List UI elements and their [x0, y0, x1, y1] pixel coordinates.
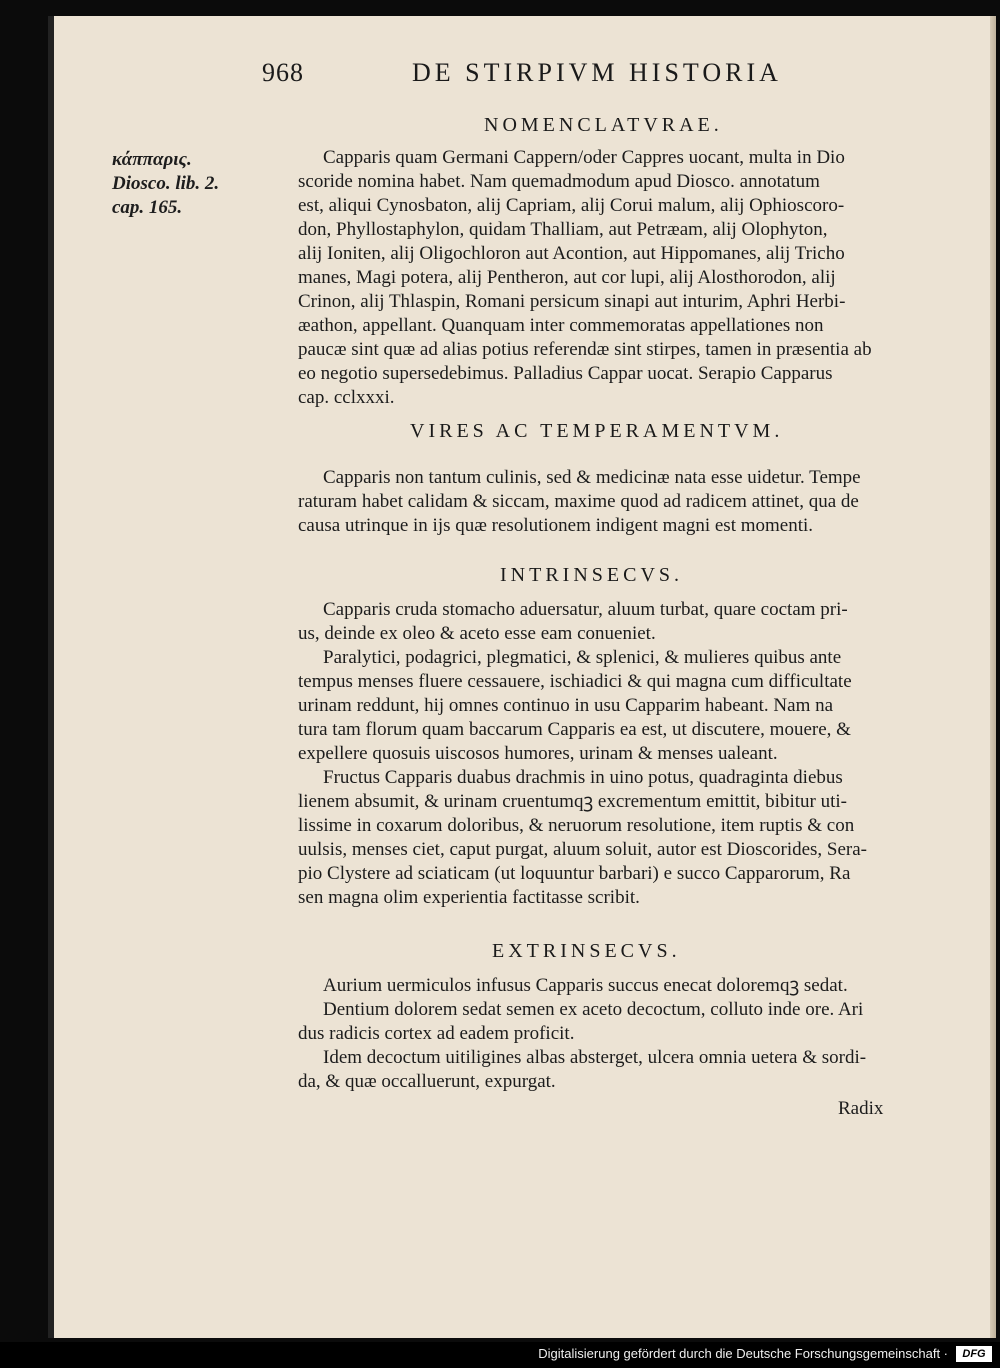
text-line: tempus menses fluere cessauere, ischiadici & qui magna cum difficultate — [298, 671, 852, 692]
text-line: pio Clystere ad sciaticam (ut loquuntur barbari) e succo Capparorum, Ra — [298, 863, 851, 884]
text-line: Fructus Capparis duabus drachmis in uino potus, quadraginta diebus — [323, 767, 843, 788]
section-heading-vires: VIRES AC TEMPERAMENTVM. — [410, 420, 784, 442]
catchword: Radix — [838, 1098, 884, 1119]
text-line: causa utrinque in ijs quæ resolutionem indigent magni est momenti. — [298, 515, 814, 536]
paragraph-extrinsecus-2 — [298, 998, 948, 1046]
dfg-logo: DFG — [956, 1346, 992, 1362]
digitization-footer — [0, 1342, 1000, 1368]
paragraph-intrinsecus-1 — [298, 598, 948, 646]
text-line: alij Ioniten, alij Oligochloron aut Acontion, aut Hippomanes, alij Tricho — [298, 243, 845, 264]
text-line: raturam habet calidam & siccam, maxime quod ad radicem attinet, qua de — [298, 491, 859, 512]
text-line: Capparis non tantum culinis, sed & medicinæ nata esse uidetur. Tempe — [323, 467, 861, 488]
page-number: 968 — [262, 58, 304, 87]
funding-credit: Digitalisierung gefördert durch die Deutsche Forschungsgemeinschaft · — [538, 1346, 948, 1361]
paragraph-extrinsecus-1 — [298, 974, 948, 998]
text-line: Dentium dolorem sedat semen ex aceto decoctum, colluto inde ore. Ari — [323, 999, 864, 1020]
margin-note — [112, 148, 262, 220]
text-line: expellere quosuis uiscosos humores, urinam & menses ualeant. — [298, 743, 778, 764]
text-line: Capparis cruda stomacho aduersatur, aluum turbat, quare coctam pri- — [323, 599, 848, 620]
text-line: scoride nomina habet. Nam quemadmodum apud Diosco. annotatum — [298, 171, 820, 192]
text-line: paucæ sint quæ ad alias potius referendæ sint stirpes, tamen in præsentia ab — [298, 339, 872, 360]
text-line: manes, Magi potera, alij Pentheron, aut cor lupi, alij Alosthorodon, alij — [298, 267, 836, 288]
text-line: Aurium uermiculos infusus Capparis succus enecat doloremqꝫ sedat. — [323, 975, 848, 996]
section-heading-extrinsecus: EXTRINSECVS. — [492, 940, 681, 962]
text-line: lienem absumit, & urinam cruentumqꝫ excrementum emittit, bibitur uti- — [298, 791, 847, 812]
text-line: Idem decoctum uitiligines albas absterget, ulcera omnia uetera & sordi- — [323, 1047, 867, 1068]
text-line: uulsis, menses ciet, caput purgat, aluum soluit, autor est Dioscorides, Sera- — [298, 839, 868, 860]
text-line: da, & quæ occalluerunt, expurgat. — [298, 1071, 556, 1092]
page-header — [262, 52, 962, 92]
text-line: Paralytici, podagrici, plegmatici, & splenici, & mulieres quibus ante — [323, 647, 842, 668]
text-line: dus radicis cortex ad eadem proficit. — [298, 1023, 575, 1044]
paragraph-extrinsecus-3 — [298, 1046, 948, 1094]
text-line: lissime in coxarum doloribus, & neruorum resolutione, item ruptis & con — [298, 815, 855, 836]
margin-note-line: cap. 165. — [112, 197, 183, 218]
section-heading-nomenclaturae: NOMENCLATVRAE. — [484, 114, 723, 136]
margin-note-line: κάππαρις. — [112, 149, 192, 170]
text-line: æathon, appellant. Quanquam inter commemoratas appellationes non — [298, 315, 824, 336]
text-line: cap. cclxxxi. — [298, 387, 395, 408]
paragraph-intrinsecus-2 — [298, 646, 948, 766]
running-title: DE STIRPIVM HISTORIA — [412, 58, 782, 87]
text-line: sen magna olim experientia factitasse scribit. — [298, 887, 640, 908]
text-line: est, aliqui Cynosbaton, alij Capriam, alij Corui malum, alij Ophioscoro- — [298, 195, 845, 216]
paragraph-nomenclaturae — [298, 146, 948, 410]
text-line: us, deinde ex oleo & aceto esse eam conueniet. — [298, 623, 656, 644]
text-line: urinam reddunt, hij omnes continuo in usu Capparim habeant. Nam na — [298, 695, 834, 716]
text-line: tura tam florum quam baccarum Capparis ea est, ut discutere, mouere, & — [298, 719, 851, 740]
text-line: Crinon, alij Thlaspin, Romani persicum sinapi aut inturim, Aphri Herbi- — [298, 291, 846, 312]
paragraph-vires — [298, 466, 948, 538]
text-line: Capparis quam Germani Cappern/oder Cappres uocant, multa in Dio — [323, 147, 845, 168]
margin-note-line: Diosco. lib. 2. — [112, 173, 220, 194]
paragraph-intrinsecus-3 — [298, 766, 948, 910]
text-line: don, Phyllostaphylon, quidam Thalliam, aut Petræam, alij Olophyton, — [298, 219, 828, 240]
page-edge — [990, 16, 996, 1338]
text-line: eo negotio supersedebimus. Palladius Cappar uocat. Serapio Capparus — [298, 363, 833, 384]
section-heading-intrinsecus: INTRINSECVS. — [500, 564, 684, 586]
